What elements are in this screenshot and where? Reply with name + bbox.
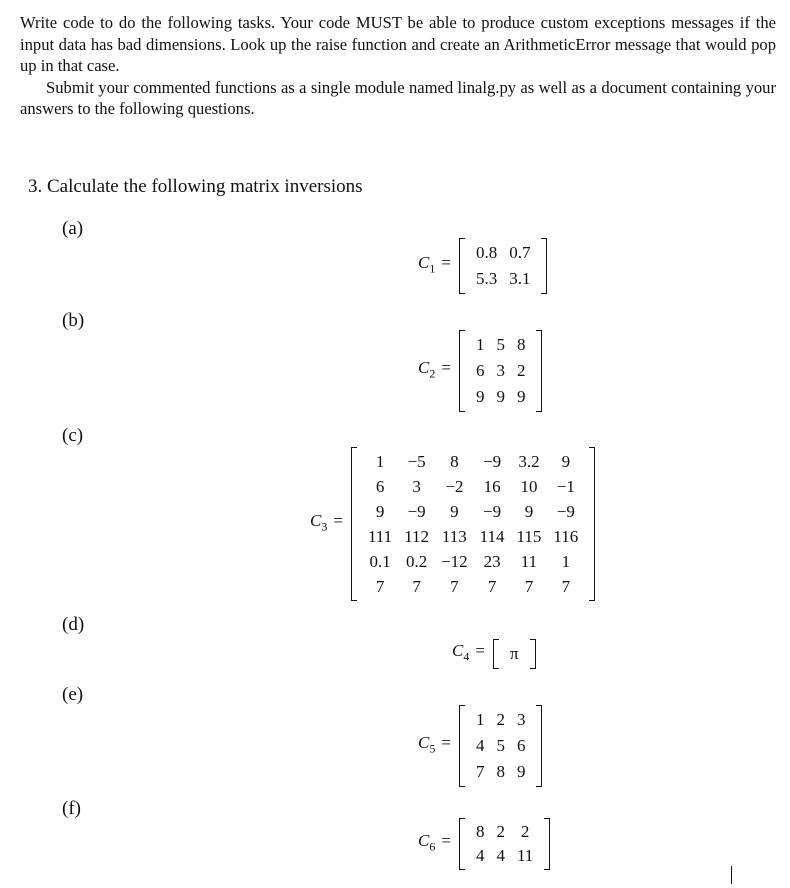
matrix-entry: 112 xyxy=(404,527,430,546)
part-label-c: (c) xyxy=(62,425,84,446)
matrix-row xyxy=(362,549,584,574)
matrix-row xyxy=(470,707,532,733)
matrix-entry: 7 xyxy=(487,577,497,596)
matrix-entry: 11 xyxy=(516,846,534,865)
equation-c4 xyxy=(452,638,536,669)
matrix-entry: −9 xyxy=(407,502,426,521)
matrix-entry: 5 xyxy=(496,736,505,755)
matrix-entry: 8 xyxy=(475,822,485,841)
matrix-entry: 11 xyxy=(520,552,538,571)
matrix-entry: 0.8 xyxy=(475,243,498,262)
matrix-row xyxy=(470,759,532,785)
text-cursor xyxy=(731,866,732,884)
matrix-entry: 6 xyxy=(516,736,526,755)
matrix-row xyxy=(504,641,525,667)
matrix-entry: 7 xyxy=(450,577,459,596)
matrix-entry: 7 xyxy=(475,762,485,781)
matrix-entry: 9 xyxy=(561,452,571,471)
matrix-brackets xyxy=(459,705,543,787)
matrix-entry: 7 xyxy=(524,577,534,596)
matrix-entry: 9 xyxy=(516,762,526,781)
matrix-row xyxy=(470,733,532,759)
matrix-entry: −9 xyxy=(556,502,575,521)
matrix-entry: 2 xyxy=(496,710,505,729)
matrix-entry: 3 xyxy=(496,361,505,380)
matrix-entry: 6 xyxy=(375,477,385,496)
matrix-row xyxy=(362,499,584,524)
matrix-entry: 5.3 xyxy=(475,269,498,288)
matrix-entry: 7 xyxy=(375,577,385,596)
matrix-entry: 16 xyxy=(483,477,501,496)
matrix-entry: 115 xyxy=(516,527,542,546)
matrix-entry: 9 xyxy=(450,502,459,521)
matrix-entry: 9 xyxy=(475,387,485,406)
matrix-entry: 7 xyxy=(561,577,571,596)
instructions xyxy=(20,12,776,120)
matrix-row xyxy=(470,358,532,384)
matrix-row xyxy=(362,574,584,599)
matrix-brackets xyxy=(459,238,548,294)
part-label-e: (e) xyxy=(62,684,84,705)
matrix-entry: 4 xyxy=(496,846,505,865)
equation-c5 xyxy=(418,705,542,787)
matrix-entry: 1 xyxy=(561,552,571,571)
equation-c2 xyxy=(418,330,542,412)
matrix-row xyxy=(362,524,584,549)
matrix-entry: 8 xyxy=(450,452,459,471)
matrix-brackets xyxy=(493,639,536,669)
matrix-entry: 114 xyxy=(479,527,505,546)
matrix-row xyxy=(362,449,584,474)
equation-c1 xyxy=(418,238,547,294)
matrix-row xyxy=(470,384,532,410)
matrix-entry: −9 xyxy=(483,502,502,521)
matrix-entry: 3 xyxy=(412,477,421,496)
matrix-row xyxy=(470,266,537,292)
matrix-entry: −5 xyxy=(407,452,426,471)
matrix-row xyxy=(470,240,537,266)
matrix-entry: 2 xyxy=(516,361,526,380)
matrix-entry: 9 xyxy=(524,502,534,521)
matrix-entry: 7 xyxy=(412,577,421,596)
matrix-entry: 0.7 xyxy=(509,243,531,262)
matrix-entry: 3.2 xyxy=(518,452,540,471)
matrix-name: $C_4$ = xyxy=(452,641,485,664)
matrix-entry: 1 xyxy=(375,452,385,471)
matrix-entry: 23 xyxy=(483,552,501,571)
matrix-entry: 4 xyxy=(475,846,485,865)
matrix-entry: 9 xyxy=(375,502,385,521)
instructions-paragraph-2: Submit your commented functions as a single module named linalg.py as well as a document containing your answers to the following questions. xyxy=(20,77,776,118)
matrix-entry: −9 xyxy=(483,452,502,471)
matrix-entry: 8 xyxy=(496,762,505,781)
part-label-f: (f) xyxy=(62,798,81,819)
matrix-entry: 8 xyxy=(516,335,526,354)
matrix-entry: 1 xyxy=(475,710,485,729)
matrix-entry: 9 xyxy=(516,387,526,406)
matrix-name: $C_3$ = xyxy=(310,511,343,534)
instructions-paragraph-1: Write code to do the following tasks. Your code MUST be able to produce custom exceptions messages if the input data has bad dimensions. Look up the raise function and create an ArithmeticError message that would pop up in that case. xyxy=(20,13,776,75)
equation-c6 xyxy=(418,818,550,870)
matrix-entry: 6 xyxy=(475,361,485,380)
matrix-name: $C_2$ = xyxy=(418,358,451,381)
matrix-row xyxy=(470,820,539,844)
matrix-name: $C_6$ = xyxy=(418,831,451,854)
equation-c3 xyxy=(310,447,595,601)
question-heading: 3. Calculate the following matrix inversions xyxy=(28,176,363,197)
matrix-entry: −1 xyxy=(556,477,575,496)
part-label-d: (d) xyxy=(62,614,85,635)
matrix-entry: 1 xyxy=(475,335,485,354)
matrix-row xyxy=(362,474,584,499)
matrix-entry: 10 xyxy=(520,477,538,496)
matrix-entry: 4 xyxy=(475,736,485,755)
matrix-brackets xyxy=(459,818,550,870)
matrix-entry: 3 xyxy=(516,710,526,729)
matrix-entry: 5 xyxy=(496,335,505,354)
matrix-row xyxy=(470,332,532,358)
matrix-row xyxy=(470,844,539,868)
matrix-name: $C_5$ = xyxy=(418,733,451,756)
matrix-entry: 3.1 xyxy=(509,269,531,288)
matrix-entry: 2 xyxy=(496,822,505,841)
matrix-entry: −2 xyxy=(445,477,464,496)
matrix-entry: 113 xyxy=(441,527,467,546)
part-label-a: (a) xyxy=(62,218,84,239)
part-label-b: (b) xyxy=(62,310,85,331)
matrix-entry: 116 xyxy=(553,527,579,546)
matrix-entry: 0.1 xyxy=(369,552,391,571)
matrix-name: $C_1$ = xyxy=(418,253,451,276)
matrix-entry: 0.2 xyxy=(406,552,428,571)
matrix-entry: 2 xyxy=(520,822,530,841)
matrix-brackets xyxy=(351,447,595,601)
matrix-entry: −12 xyxy=(441,552,468,571)
matrix-entry: π xyxy=(509,643,519,663)
matrix-brackets xyxy=(459,330,543,412)
matrix-entry: 9 xyxy=(496,387,505,406)
matrix-entry: 111 xyxy=(367,527,393,546)
